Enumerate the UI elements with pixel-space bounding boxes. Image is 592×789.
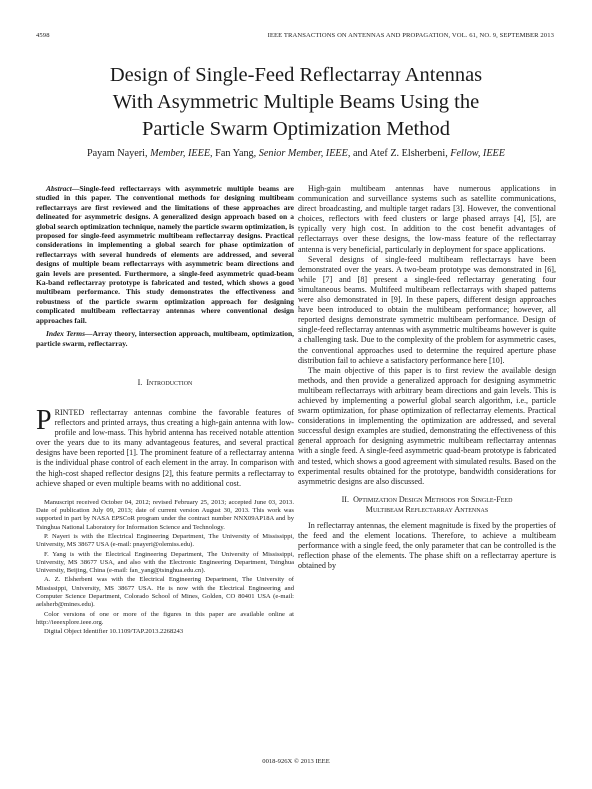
section-title: Introduction <box>146 377 193 387</box>
footnote: F. Yang is with the Electrical Engineering Department, The University of Mississippi, University, MS 38677 USA, and also with the Electronic Engineering Department, Tsinghua University, Beijing, China (e-mail: fan_yang@tsinghua.edu.cn). <box>36 550 294 575</box>
body-paragraph: High-gain multibeam antennas have numerous applications in communication and surveillance systems such as satellite communications, direct broadcasting, and multiple target radars [3]. However, the conventional choices, reflectors with feed clusters or large phased arrays [4], [5], are typically very high cost. In addition to the cost benefit advantages of reflectarrays over these designs, the low-mass feature of the reflectarray antenna is very beneficial, particularly in deployment for space applications. <box>298 184 556 254</box>
right-column <box>298 184 556 571</box>
section-title: Multibeam Reflectarray Antennas <box>365 504 489 514</box>
copyright-notice: 0018-926X © 2013 IEEE <box>262 758 330 765</box>
journal-name: IEEE TRANSACTIONS ON ANTENNAS AND PROPAGATION, VOL. 61, NO. 9, SEPTEMBER 2013 <box>267 32 554 39</box>
body-paragraph: Several designs of single-feed multibeam reflectarrays have been demonstrated over the years. A two-beam prototype was demonstrated in [6], while [7] and [8] present a single-feed reflectarray generating four simultaneous beams. Multifeed multibeam reflectarrays with shaped patterns were also demonstrated in [9]. In these papers, different design approaches have been introduced to obtain the multibeam performance; however, all reported designs demonstrate symmetric multibeam performance. Design of single-feed reflectarray antennas with asymmetric multibeams however is quite a challenging task. Due to the complexity of the problem for asymmetric cases, the conventional approaches used to determine the required aperture phase distribution fail to achieve a satisfactory performance here [10]. <box>298 254 556 365</box>
abstract <box>36 184 294 325</box>
footnote: Digital Object Identifier 10.1109/TAP.2013.2268243 <box>44 628 184 636</box>
intro-lead: RINTED <box>54 408 85 417</box>
author-list <box>40 148 552 159</box>
footnotes <box>36 499 294 637</box>
title-line-2: With Asymmetric Multiple Beams Using the <box>112 91 480 113</box>
running-header <box>36 32 554 42</box>
title-line-3: Particle Swarm Optimization Method <box>141 118 450 140</box>
author-name: Atef Z. Elsherbeni, <box>369 148 448 159</box>
section-heading <box>298 495 556 515</box>
section-number: II. <box>341 494 350 504</box>
footnote: Color versions of one or more of the figures in this paper are available online at http://ieeexplore.ieee.org. <box>36 610 294 626</box>
drop-cap: P <box>36 405 52 436</box>
paper-title <box>40 62 552 143</box>
author-conjunction: and <box>352 148 368 159</box>
footnote: A. Z. Elsherbeni was with the Electrical Engineering Department, The University of Mississippi, University, MS 38677 USA. He is now with the Electrical Engineering and Computer Science Department, Colorado School of Mines, Golden, CO 80401 USA (e-mail: aelsherb@mines.edu). <box>36 576 294 609</box>
intro-text: reflectarray antennas combine the favorable features of reflectors and printed arrays, thus creating a high-gain antenna with low-profile and low-mass. This hybrid antenna has received notable attention over the years due to its many advantageous features, and several practical designs have been reported [1]. The prominent feature of a reflectarray antenna is the individual phase control of each element in the array. In comparison with the high-cost shaped reflector designs [2], this feature permits a reflectarray to achieve shaped or even multiple beams with no additional cost. <box>36 408 294 488</box>
footnote: P. Nayeri is with the Electrical Engineering Department, The University of Mississippi, University, MS 38677 USA (e-mail: pnayeri@olemiss.edu). <box>36 532 294 549</box>
section-title: Optimization Design Methods for Single-Feed <box>353 494 513 504</box>
index-terms <box>36 329 294 348</box>
author-affiliation: Senior Member, IEEE, <box>258 148 351 159</box>
title-line-1: Design of Single-Feed Reflectarray Antennas <box>109 64 483 86</box>
body-paragraph: In reflectarray antennas, the element magnitude is fixed by the properties of the feed and the element locations. Therefore, to achieve a multibeam performance with a single feed, the only parameter that can be controlled is the reflection phase of the elements. The phase shift on a reflectarray aperture is obtained by <box>298 520 556 571</box>
author-affiliation: Fellow, IEEE <box>450 148 505 159</box>
section-number: I. <box>137 377 143 387</box>
author-affiliation: Member, IEEE, <box>150 148 213 159</box>
intro-paragraph <box>36 405 294 489</box>
author-name: Payam Nayeri, <box>86 148 148 159</box>
abstract-label: Abstract— <box>46 184 80 193</box>
page-number: 4598 <box>36 32 50 39</box>
section-heading <box>36 378 294 388</box>
index-terms-text: Array theory, intersection approach, multibeam, optimization, particle swarm, reflectarray. <box>36 329 295 348</box>
abstract-text: Single-feed reflectarrays with asymmetric multiple beams are studied in this paper. The conventional methods for designing multibeam reflectarrays are first reviewed and the limitations of these approaches are delineated for asymmetric designs. A generalized design approach based on a global search optimization technique, namely the particle swarm optimization, is proposed for single-feed asymmetric multibeam reflectarray designs. Practical considerations in implementing a global search for phase optimization of reflectarrays with several hundreds of elements are addressed, and several designs of multiple beam reflectarrays with asymmetric beam directions and gain levels are presented. Furthermore, a single-feed asymmetric quad-beam Ka-band reflectarray prototype is fabricated and tested, which shows a good multibeam performance. This study demonstrates the effectiveness and robustness of the particle swarm optimization approach for designing complicated multibeam reflectarray antennas where conventional design approaches fail. <box>36 184 294 325</box>
left-column <box>36 184 294 638</box>
author-name: Fan Yang, <box>215 148 257 159</box>
footnote: Manuscript received October 04, 2012; revised February 25, 2013; accepted June 03, 2013. Date of publication July 09, 2013; date of current version August 30, 2013. This work was supported in part by NASA EPSCoR program under the contract number NNX09AP18A and by Tsinghua National Laboratory for Information Science and Technology. <box>36 498 294 531</box>
body-paragraph: The main objective of this paper is to first review the available design methods, and then provide a generalized approach for designing asymmetric multibeam reflectarrays with arbitrary beam directions and gain levels. This is achieved by implementing a powerful global search algorithm, i.e., particle swarm optimization, for phase optimization of reflectarray elements. Practical considerations in implementing the optimization are addressed, and several successful design examples are studied, demonstrating the effectiveness of this general approach for designing asymmetric multibeam reflectarray antennas with a single feed. A single-feed asymmetric quad-beam prototype is fabricated and tested, which shows a good agreement with simulated results. Based on the experimental results obtained for the prototype, bandwidth considerations for asymmetric designs are also discussed. <box>298 365 556 486</box>
index-terms-label: Index Terms— <box>46 329 93 339</box>
